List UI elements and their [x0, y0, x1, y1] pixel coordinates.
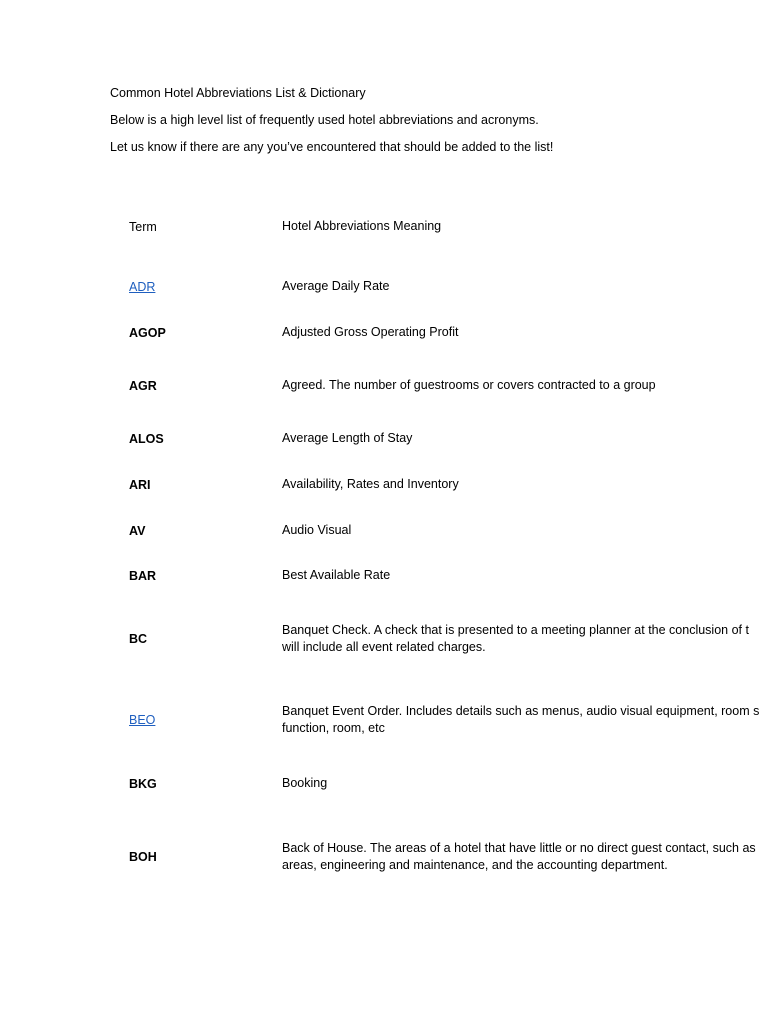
header-meaning: Hotel Abbreviations Meaning [282, 219, 442, 233]
term: ALOS [129, 431, 164, 446]
intro-section [110, 85, 750, 156]
term: AGOP [129, 325, 166, 340]
intro-line-2: Let us know if there are any you’ve encountered that should be added to the list! [110, 140, 554, 154]
term: ARI [129, 477, 151, 492]
table-row [129, 840, 768, 874]
table-row [129, 567, 768, 584]
term-meaning: Back of House. The areas of a hotel that have little or no direct guest contact, such as areas, engineering and maintenance, and the accounting department. [282, 841, 756, 872]
term-meaning: Banquet Check. A check that is presented to a meeting planner at the conclusion of t will include all event related charges. [282, 623, 749, 654]
table-row [129, 377, 768, 394]
term: BC [129, 632, 148, 646]
term-link-adr[interactable]: ADR [129, 279, 156, 294]
term-meaning: Banquet Event Order. Includes details such as menus, audio visual equipment, room s function, room, etc [282, 704, 760, 735]
term-meaning: Agreed. The number of guestrooms or covers contracted to a group [282, 378, 656, 392]
term: BKG [129, 776, 157, 791]
table-row [129, 775, 768, 792]
table-row [129, 476, 768, 493]
term-link-beo[interactable]: BEO [129, 713, 156, 727]
term: AV [129, 523, 146, 538]
term: BOH [129, 850, 157, 864]
table-row [129, 278, 768, 295]
page-title: Common Hotel Abbreviations List & Dictionary [110, 86, 366, 100]
term-meaning: Availability, Rates and Inventory [282, 477, 459, 491]
table-row [129, 430, 768, 447]
term-meaning: Booking [282, 776, 328, 790]
table-row [129, 703, 768, 737]
table-row [129, 522, 768, 539]
table-header-row [129, 218, 768, 235]
term-meaning: Average Length of Stay [282, 431, 413, 445]
header-term: Term [129, 219, 157, 234]
intro-line-1: Below is a high level list of frequently used hotel abbreviations and acronyms. [110, 113, 539, 127]
term: BAR [129, 568, 157, 583]
term-meaning: Average Daily Rate [282, 279, 390, 293]
term-meaning: Audio Visual [282, 523, 352, 537]
term-meaning: Adjusted Gross Operating Profit [282, 325, 459, 339]
table-row [129, 324, 768, 341]
term-meaning: Best Available Rate [282, 568, 391, 582]
term: AGR [129, 378, 157, 393]
table-row [129, 622, 768, 656]
